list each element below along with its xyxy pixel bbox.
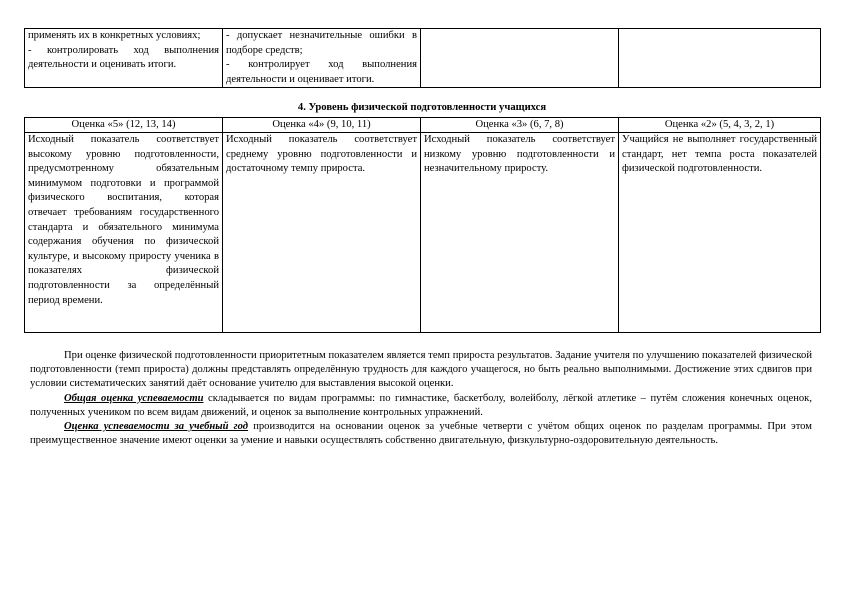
paragraph-year-assessment-text: производится на основании оценок за учебные четверти с учётом общих оценок по разделам программы. При этом преимущественное значение имеют оценки за умение и навыки осуществлять собственно двигательную, физкультурно-оздоровительную деятельность. (30, 421, 812, 447)
grade-header-5: Оценка «5» (12, 13, 14) (25, 118, 223, 133)
grade-cell-2: Учащийся не выполняет государственный стандарт, нет темпа роста показателей физической подготовленности. (619, 133, 821, 333)
grade-cell-3: Исходный показатель соответствует низкому уровню подготовленности и незначительному приросту. (421, 133, 619, 333)
grade-cell-5: Исходный показатель соответствует высокому уровню подготовленности, предусмотренному обязательным минимумом подготовки и программой физического воспитания, которая отвечает требованиям государственного стандарта и обязательного минимума содержания обучения по физической культуре, и высокому приросту ученика в показателях физической подготовленности за определённый период времени. (25, 133, 223, 333)
grade-header-3: Оценка «3» (6, 7, 8) (421, 118, 619, 133)
paragraph-temp-prirosta: При оценке физической подготовленности приоритетным показателем является темп прироста результатов. Задание учителя по улучшению показателей физической подготовленности (темп прироста) должны представлять определённую трудность для каждого учащегося, но быть реально выполнимыми. Достижение этих сдвигов при условии систематических занятий даёт основание учителю для выставления высокой оценки. (30, 350, 812, 390)
paragraph-general-assessment-text: складывается по видам программы: по гимнастике, баскетболу, волейболу, лёгкой атлетике – путём сложения конечных оценок, полученных учеником по всем видам движений, и оценок за выполнение контрольных упражнений. (30, 392, 812, 418)
grade-table (24, 117, 821, 333)
term-year-assessment: Оценка успеваемости за учебный год (64, 421, 249, 433)
criteria-cell-2: - допускает незначительные ошибки в подборе средств; - контролирует ход выполнения деятельности и оценивает итоги. (223, 29, 421, 88)
section-title: 4. Уровень физической подготовленности учащихся (297, 102, 547, 113)
term-general-assessment: Общая оценка успеваемости (64, 392, 204, 404)
paragraph-year-assessment (30, 420, 812, 448)
body-text (30, 349, 812, 448)
criteria-table-continuation (24, 28, 821, 88)
grade-header-2: Оценка «2» (5, 4, 3, 2, 1) (619, 118, 821, 133)
criteria-cell-3 (421, 29, 619, 88)
criteria-cell-1: применять их в конкретных условиях; - контролировать ход выполнения деятельности и оценивать итоги. (25, 29, 223, 88)
paragraph-general-assessment (30, 392, 812, 420)
grade-header-4: Оценка «4» (9, 10, 11) (223, 118, 421, 133)
grade-cell-4: Исходный показатель соответствует среднему уровню подготовленности и достаточному темпу прироста. (223, 133, 421, 333)
criteria-cell-4 (619, 29, 821, 88)
